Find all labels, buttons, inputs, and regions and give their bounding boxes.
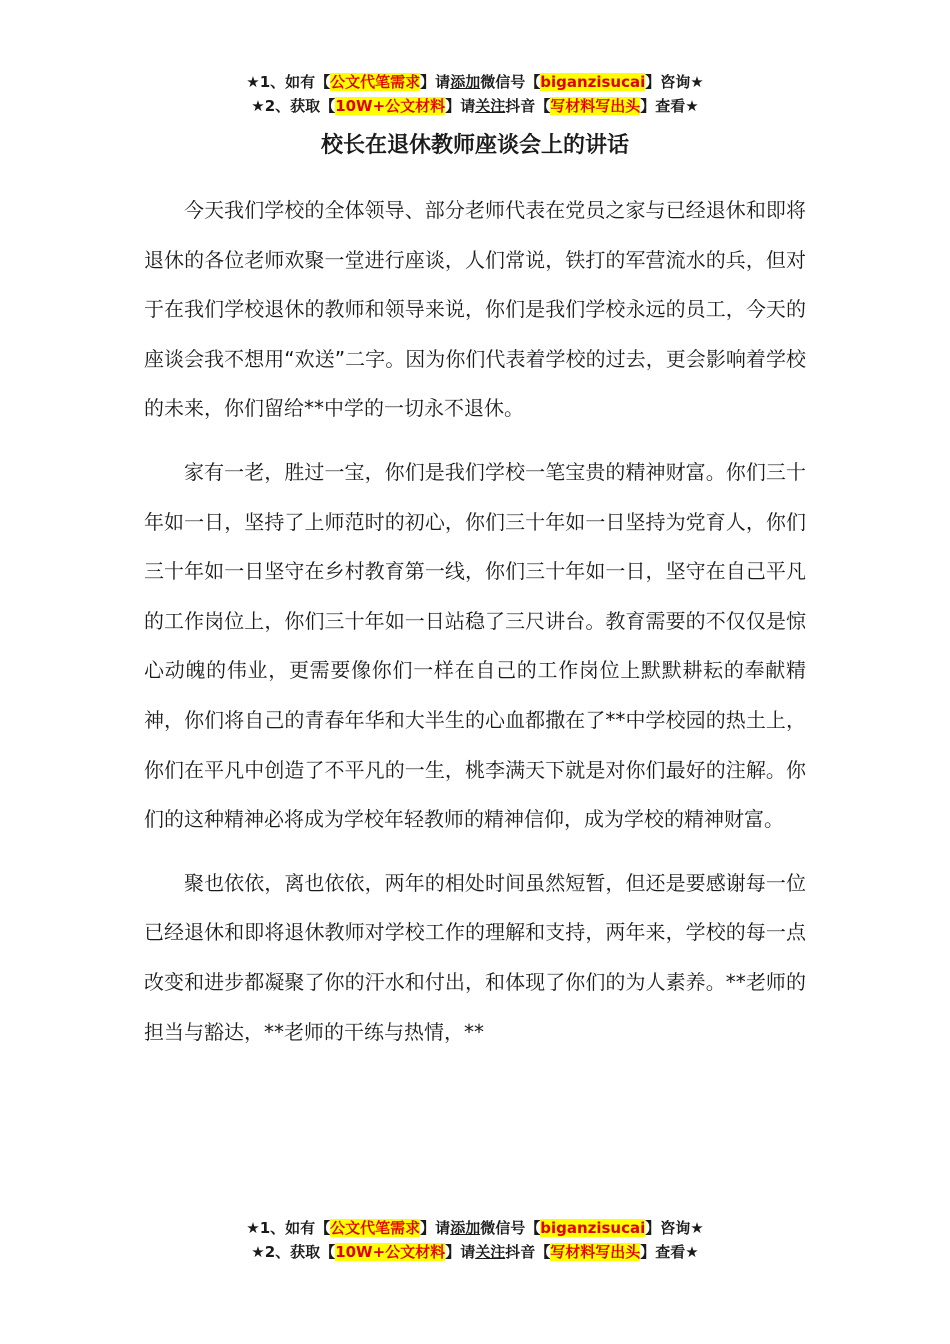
highlight-wechat-id: biganzisucai xyxy=(540,1219,646,1237)
highlight-wechat-id: biganzisucai xyxy=(540,73,646,91)
document-body xyxy=(144,186,806,1071)
header-banner xyxy=(0,70,950,118)
banner-line-1: ★1、如有【公文代笔需求】请添加微信号【biganzisucai】咨询★ xyxy=(246,73,704,91)
paragraph-2: 家有一老，胜过一宝，你们是我们学校一笔宝贵的精神财富。你们三十年如一日，坚持了上师范时的初心，你们三十年如一日坚持为党育人，你们三十年如一日坚守在乡村教育第一线，你们三十年如一日，坚守在自己平凡的工作岗位上，你们三十年如一日站稳了三尺讲台。教育需要的不仅仅是惊心动魄的伟业，更需要像你们一样在自己的工作岗位上默默耕耘的奉献精神，你们将自己的青春年华和大半生的心血都撒在了**中学校园的热土上，你们在平凡中创造了不平凡的一生，桃李满天下就是对你们最好的注解。你们的这种精神必将成为学校年轻教师的精神信仰，成为学校的精神财富。 xyxy=(144,459,806,832)
banner-line-2: ★2、获取【10W+公文材料】请关注抖音【写材料写出头】查看★ xyxy=(251,97,699,115)
highlight-materials: 10W+公文材料 xyxy=(335,97,446,115)
banner-line-1: ★1、如有【公文代笔需求】请添加微信号【biganzisucai】咨询★ xyxy=(246,1219,704,1237)
paragraph-1: 今天我们学校的全体领导、部分老师代表在党员之家与已经退休和即将退休的各位老师欢聚一堂进行座谈，人们常说，铁打的军营流水的兵，但对于在我们学校退休的教师和领导来说，你们是我们学校永远的员工，今天的座谈会我不想用“欢送”二字。因为你们代表着学校的过去，更会影响着学校的未来，你们留给**中学的一切永不退休。 xyxy=(144,198,806,421)
highlight-douyin: 写材料写出头 xyxy=(550,1243,641,1261)
highlight-service: 公文代笔需求 xyxy=(330,73,421,91)
document-title: 校长在退休教师座谈会上的讲话 xyxy=(320,133,629,158)
highlight-douyin: 写材料写出头 xyxy=(550,97,641,115)
highlight-materials: 10W+公文材料 xyxy=(335,1243,446,1261)
paragraph-3: 聚也依依，离也依依，两年的相处时间虽然短暂，但还是要感谢每一位已经退休和即将退休教师对学校工作的理解和支持，两年来，学校的每一点改变和进步都凝聚了你的汗水和付出，和体现了你们的为人素养。**老师的担当与豁达，**老师的干练与热情，** xyxy=(144,870,806,1044)
banner-line-2: ★2、获取【10W+公文材料】请关注抖音【写材料写出头】查看★ xyxy=(251,1243,699,1261)
footer-banner xyxy=(0,1216,950,1264)
highlight-service: 公文代笔需求 xyxy=(330,1219,421,1237)
